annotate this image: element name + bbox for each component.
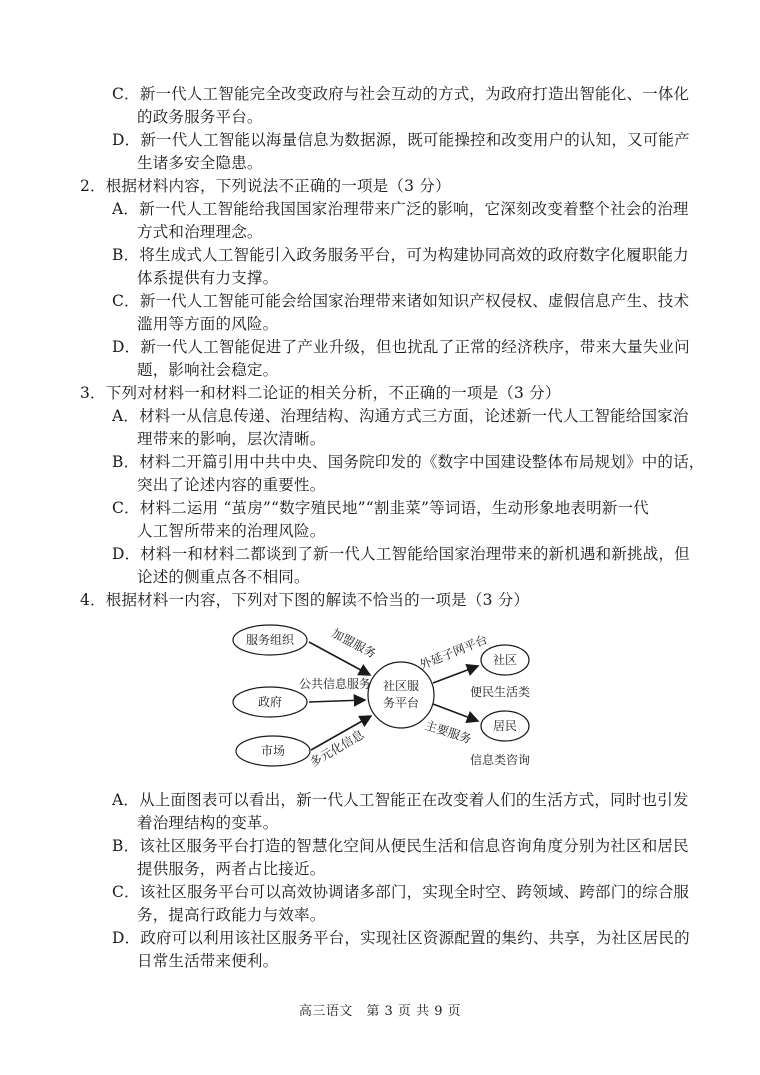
node-resident-label: 居民 [492, 719, 518, 733]
node-center-label-1: 社区服 [382, 679, 420, 693]
q4-option-c-line2: 务，提高行政能力与效率。 [137, 906, 326, 924]
label-info-consult: 信息类咨询 [469, 753, 531, 767]
edge-label-main-service: 主要服务 [423, 718, 474, 747]
q4-option-a-line1: A．从上面图表可以看出，新一代人工智能正在改变着人们的生活方式，同时也引发 [112, 791, 689, 809]
node-service-org-label: 服务组织 [245, 633, 295, 647]
q2-option-b-line1: B．将生成式人工智能引入政务服务平台，可为构建协同高效的政府数字化履职能力 [112, 246, 689, 264]
option-d-line2: 生诸多安全隐患。 [137, 154, 263, 172]
label-convenience: 便民生活类 [469, 685, 531, 699]
question-3-stem: 3．下列对材料一和材料二论证的相关分析，不正确的一项是（3 分） [80, 384, 561, 402]
page-footer: 高三语文 第 3 页 共 9 页 [298, 1004, 462, 1019]
arrow-main-service [433, 704, 478, 721]
q4-option-d-line1: D．政府可以利用该社区服务平台，实现社区资源配置的集约、共享，为社区居民的 [112, 929, 690, 947]
q2-option-a-line1: A．新一代人工智能给我国国家治理带来广泛的影响，它深刻改变着整个社会的治理 [112, 200, 689, 218]
question-2-stem: 2．根据材料内容，下列说法不正确的一项是（3 分） [80, 177, 451, 195]
q3-option-b-line2: 突出了论述内容的重要性。 [137, 476, 326, 494]
q3-option-c-line1: C．材料二运用 “茧房”“数字殖民地”“割韭菜”等词语，生动形象地表明新一代 [112, 499, 649, 517]
option-c-line1: C．新一代人工智能完全改变政府与社会互动的方式，为政府打造出智能化、一体化 [112, 85, 690, 103]
edge-label-join-service: 加盟服务 [329, 626, 379, 661]
q2-option-c-line2: 滥用等方面的风险。 [137, 315, 279, 333]
edge-label-public-info: 公共信息服务 [298, 677, 372, 691]
q2-option-c-line1: C．新一代人工智能可能会给国家治理带来诸如知识产权侵权、虚假信息产生、技术 [112, 292, 690, 310]
option-c-line2: 的政务服务平台。 [137, 108, 263, 126]
node-market-label: 市场 [260, 744, 286, 758]
arrow-extension [433, 666, 478, 683]
node-government-label: 政府 [257, 695, 283, 709]
node-center-label-2: 务平台 [382, 696, 420, 710]
edge-label-extension: 外延子网平台 [417, 632, 490, 673]
q4-option-d-line2: 日常生活带来便利。 [137, 952, 279, 970]
q3-option-a-line2: 理带来的影响，层次清晰。 [137, 430, 326, 448]
q2-option-a-line2: 方式和治理理念。 [137, 223, 263, 241]
q4-option-c-line1: C．该社区服务平台可以高效协调诸多部门，实现全时空、跨领域、跨部门的综合服 [112, 883, 690, 901]
option-d-line1: D．新一代人工智能以海量信息为数据源，既可能操控和改变用户的认知，又可能产 [112, 131, 690, 149]
q4-option-b-line1: B．该社区服务平台打造的智慧化空间从便民生活和信息咨询角度分别为社区和居民 [112, 837, 689, 855]
q3-option-b-line1: B．材料二开篇引用中共中央、国务院印发的《数字中国建设整体布局规划》中的话， [112, 453, 705, 471]
question-4-stem: 4．根据材料一内容，下列对下图的解读不恰当的一项是（3 分） [80, 591, 530, 609]
community-service-diagram [225, 612, 545, 782]
arrow-public-info [309, 700, 365, 702]
q3-option-d-line2: 论述的侧重点各不相同。 [137, 568, 310, 586]
q2-option-b-line2: 体系提供有力支撑。 [137, 269, 279, 287]
q3-option-c-line2: 人工智所带来的治理风险。 [137, 522, 326, 540]
q2-option-d-line2: 题，影响社会稳定。 [137, 361, 279, 379]
q4-option-b-line2: 提供服务，两者占比接近。 [137, 860, 326, 878]
q3-option-a-line1: A．材料一从信息传递、治理结构、沟通方式三方面，论述新一代人工智能给国家治 [112, 407, 689, 425]
q4-option-a-line2: 着治理结构的变革。 [137, 814, 279, 832]
q3-option-d-line1: D．材料一和材料二都谈到了新一代人工智能给国家治理带来的新机遇和新挑战，但 [112, 545, 690, 563]
q2-option-d-line1: D．新一代人工智能促进了产业升级，但也扰乱了正常的经济秩序，带来大量失业问 [112, 338, 690, 356]
node-community-label: 社区 [492, 653, 518, 667]
edge-label-diverse-info: 多元化信息 [307, 727, 367, 770]
node-center-platform [368, 662, 434, 728]
